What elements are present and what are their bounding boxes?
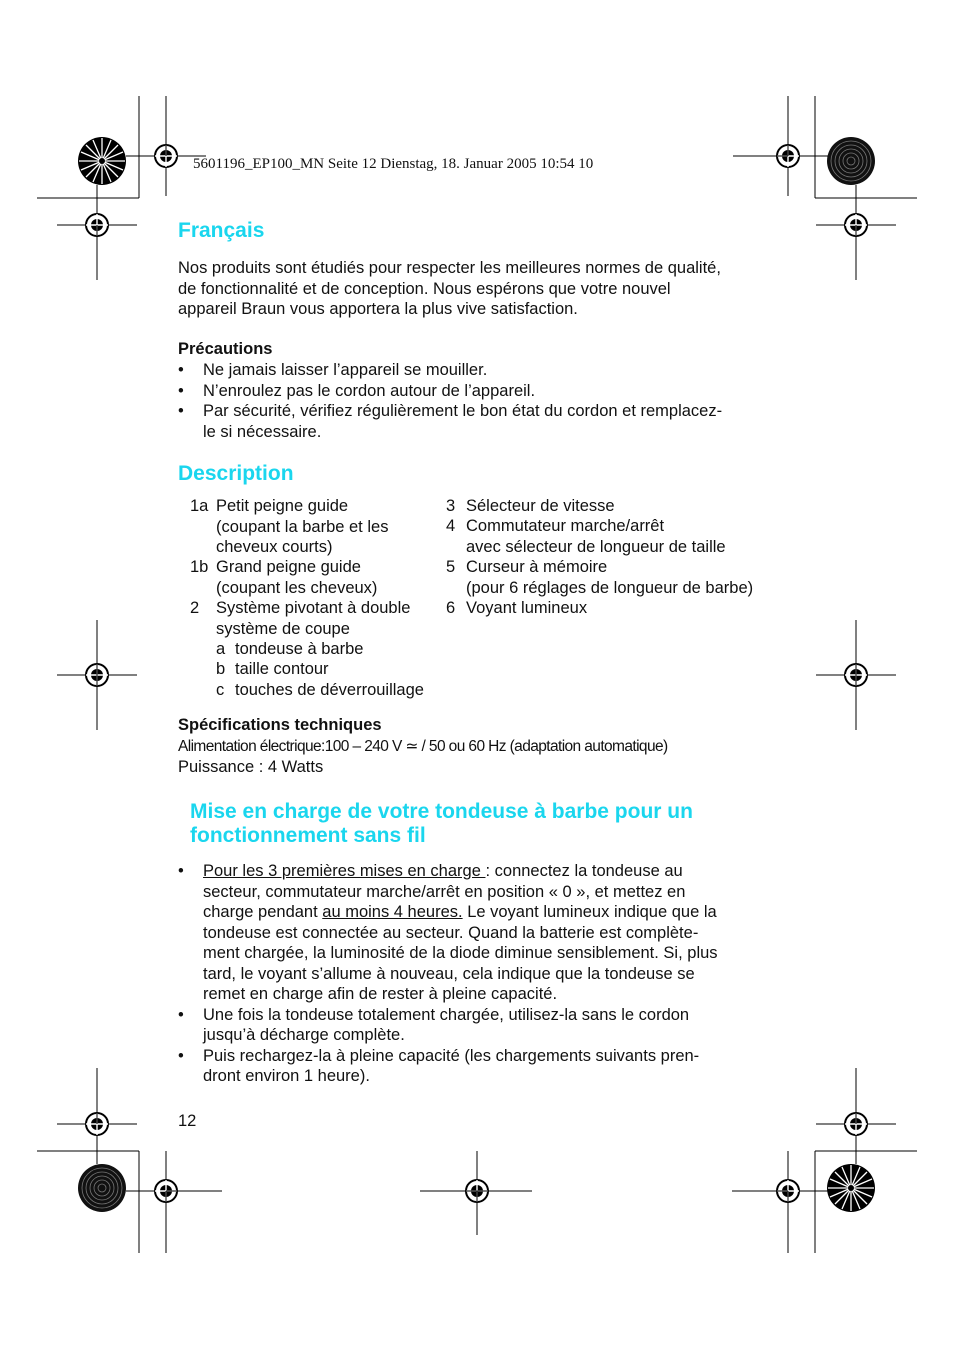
list-item: • Ne jamais laisser l’appareil se mouiller.: [178, 361, 488, 379]
bullet: •: [178, 1005, 184, 1024]
sub-text: touches de déverrouillage: [235, 681, 424, 699]
item-text: Grand peigne guide (coupant les cheveux): [216, 558, 378, 597]
intro-paragraph: [178, 258, 721, 320]
item-text: Système pivotant à double système de coupe: [216, 599, 411, 638]
sub-text: tondeuse à barbe: [235, 640, 364, 658]
item-text: Curseur à mémoire (pour 6 réglages de longueur de barbe): [466, 558, 754, 597]
bullet: •: [178, 862, 184, 880]
bullet: •: [178, 402, 184, 420]
intro-line: appareil Braun vous apportera la plus vive satisfaction.: [178, 300, 578, 318]
item-text: Commutateur marche/arrêt avec sélecteur de longueur de taille: [466, 517, 726, 556]
page-number: 12: [178, 1112, 197, 1130]
section-title-francais: Français: [178, 219, 265, 242]
precautions-heading: Précautions: [178, 340, 273, 358]
section-title-charging: Mise en charge de votre tondeuse à barbe pour un fonctionnement sans fil: [190, 800, 693, 847]
item-number: 6: [446, 599, 456, 617]
specs-heading: Spécifications techniques: [178, 716, 382, 734]
charging-list: [178, 861, 718, 1087]
item-number: 5: [446, 558, 456, 576]
precautions-list: [178, 360, 722, 442]
item-text: Sélecteur de vitesse: [466, 497, 615, 515]
intro-line: Nos produits sont étudiés pour respecter les meilleures normes de qualité,: [178, 259, 721, 277]
item-number: 1b: [190, 558, 209, 576]
sub-letter: c: [216, 681, 225, 699]
sub-letter: b: [216, 660, 226, 678]
list-item: • Une fois la tondeuse totalement chargée, utilisez-la sans le cordon jusqu’à décharge complète.: [178, 1005, 690, 1044]
sub-letter: a: [216, 640, 226, 658]
list-item: • Par sécurité, vérifiez régulièrement le bon état du cordon et remplacez- le si nécessaire.: [178, 402, 723, 441]
sub-text: taille contour: [235, 660, 329, 678]
item-number: 2: [190, 599, 200, 617]
wattage-spec: Puissance : 4 Watts: [178, 758, 324, 776]
item-number: 1a: [190, 497, 209, 515]
item-number: 3: [446, 497, 456, 515]
list-item: • N’enroulez pas le cordon autour de l’appareil.: [178, 381, 536, 400]
list-item: • Pour les 3 premières mises en charge : connectez la tondeuse au secteur, commutateur marche/arrêt en position « 0 », et mettez en charge pendant au moins 4 heures. Le voyant lumineux indique que la tondeuse est connectée au secteur. Quand la batterie est complète- ment chargée, la luminosité de la diode diminue sensiblement. Si, plus tard, le voyant s’allume à nouveau, cela indique que la tondeuse se remet en charge afin de rester à pleine capacité.: [178, 862, 718, 1003]
intro-line: de fonctionnalité et de conception. Nous espérons que votre nouvel: [178, 279, 671, 298]
bullet: •: [178, 381, 184, 400]
power-supply-spec: Alimentation électrique:100 – 240 V ≃ / 50 ou 60 Hz (adaptation automatique): [178, 738, 668, 755]
bullet: •: [178, 361, 184, 379]
section-title-description: Description: [178, 462, 294, 485]
item-text: Voyant lumineux: [466, 599, 588, 617]
item-number: 4: [446, 517, 456, 535]
list-item: • Puis rechargez-la à pleine capacité (les chargements suivants pren- dront environ 1 heure).: [178, 1046, 700, 1085]
print-slug: 5601196_EP100_MN Seite 12 Dienstag, 18. Januar 2005 10:54 10: [193, 156, 594, 172]
bullet: •: [178, 1046, 184, 1065]
item-text: Petit peigne guide (coupant la barbe et les cheveux courts): [216, 497, 389, 556]
